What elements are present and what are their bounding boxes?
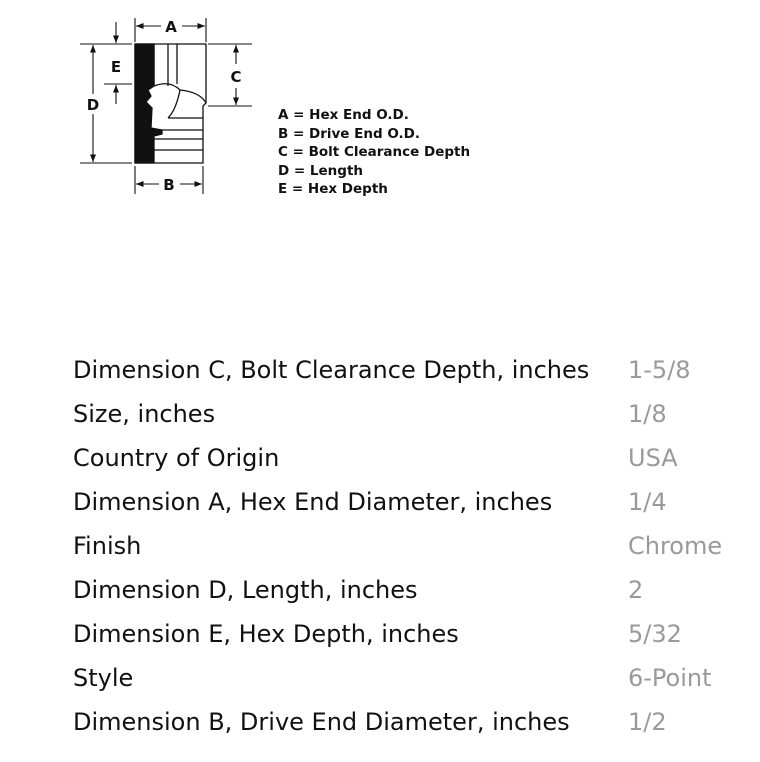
spec-label: Dimension E, Hex Depth, inches: [73, 620, 459, 648]
spec-value: 2: [628, 576, 644, 604]
spec-row: [73, 524, 722, 568]
spec-row: [73, 612, 722, 656]
spec-row: [73, 348, 722, 392]
spec-label: Size, inches: [73, 400, 216, 428]
spec-label: Style: [73, 664, 134, 692]
dimension-label-e: E: [110, 58, 122, 76]
spec-row: [73, 568, 722, 612]
spec-label: Dimension D, Length, inches: [73, 576, 418, 604]
dimension-label-a: A: [165, 18, 177, 36]
legend-item-c: C = Bolt Clearance Depth: [278, 144, 471, 161]
spec-label: Dimension B, Drive End Diameter, inches: [73, 708, 570, 736]
legend-item-e: E = Hex Depth: [278, 181, 388, 198]
spec-value: 1/8: [628, 400, 667, 428]
dimension-legend: [278, 106, 470, 199]
spec-value: 1/2: [628, 708, 667, 736]
spec-row: [73, 392, 722, 436]
spec-value: 1-5/8: [628, 356, 691, 384]
spec-label: Finish: [73, 532, 142, 560]
legend-item-b: B = Drive End O.D.: [278, 125, 420, 142]
spec-row: [73, 700, 722, 744]
socket-drawing: [135, 44, 206, 163]
spec-value: 1/4: [628, 488, 667, 516]
legend-item-a: A = Hex End O.D.: [278, 107, 409, 123]
spec-label: Dimension A, Hex End Diameter, inches: [73, 488, 553, 516]
spec-value: Chrome: [628, 532, 723, 560]
spec-value: USA: [628, 444, 678, 472]
dimension-label-b: B: [163, 176, 175, 194]
dimension-label-d: D: [86, 96, 100, 114]
spec-label: Country of Origin: [73, 444, 280, 472]
spec-value: 5/32: [628, 620, 682, 648]
spec-value: 6-Point: [628, 664, 712, 692]
spec-label: Dimension C, Bolt Clearance Depth, inches: [73, 356, 590, 384]
spec-row: [73, 480, 722, 524]
dimension-label-c: C: [230, 68, 242, 86]
spec-row: [73, 436, 722, 480]
legend-item-d: D = Length: [278, 162, 364, 179]
spec-row: [73, 656, 722, 700]
specifications-table: [73, 348, 722, 744]
